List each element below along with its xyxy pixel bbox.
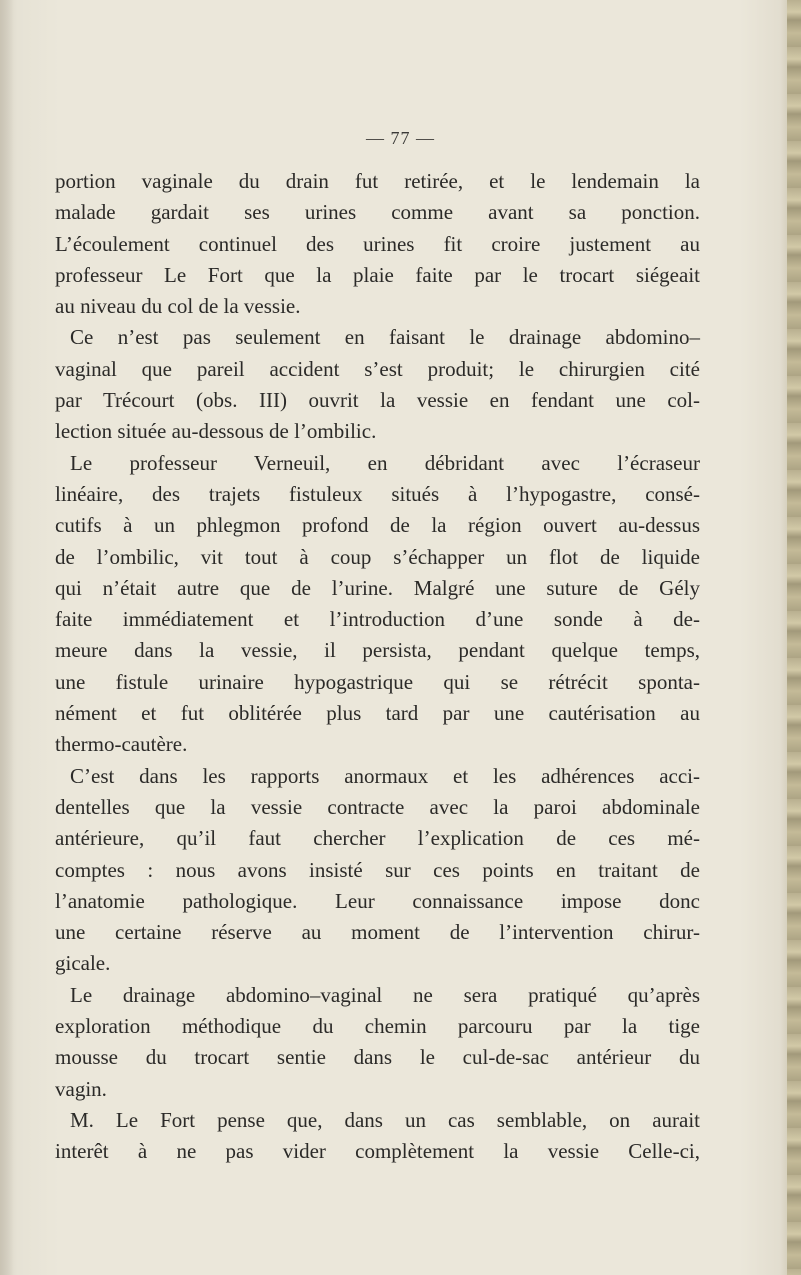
text-line: cutifs à un phlegmon profond de la région ouvert au-dessus (55, 513, 700, 538)
text-line: Le drainage abdomino–vaginal ne sera pratiqué qu’après (70, 982, 700, 1007)
text-line: vagin. (55, 1076, 107, 1101)
text-line: vaginal que pareil accident s’est produit; le chirurgien cité (55, 356, 700, 381)
text-line: une certaine réserve au moment de l’intervention chirur- (55, 920, 700, 945)
text-line: faite immédiatement et l’introduction d’une sonde à de- (55, 607, 700, 632)
page-number: — 77 — (366, 128, 435, 148)
text-line: dentelles que la vessie contracte avec la paroi abdominale (55, 794, 700, 819)
text-line: comptes : nous avons insisté sur ces points en traitant de (55, 857, 700, 882)
text-line: M. Le Fort pense que, dans un cas semblable, on aurait (70, 1107, 700, 1132)
text-line: une fistule urinaire hypogastrique qui se rétrécit sponta- (55, 669, 700, 694)
text-line: linéaire, des trajets fistuleux situés à l’hypogastre, consé- (55, 481, 700, 506)
text-line: l’anatomie pathologique. Leur connaissance impose donc (55, 888, 700, 913)
text-line: antérieure, qu’il faut chercher l’explication de ces mé- (55, 826, 700, 851)
text-line: meure dans la vessie, il persista, pendant quelque temps, (55, 638, 700, 663)
text-line: portion vaginale du drain fut retirée, et le lendemain la (55, 169, 700, 193)
page-gutter-shadow (0, 0, 14, 1275)
text-line: de l’ombilic, vit tout à coup s’échapper un flot de liquide (55, 544, 700, 569)
text-line: qui n’était autre que de l’urine. Malgré une suture de Gély (55, 575, 700, 600)
text-line: professeur Le Fort que la plaie faite par le trocart siégeait (55, 262, 700, 287)
text-line: mousse du trocart sentie dans le cul-de-sac antérieur du (55, 1045, 700, 1070)
text-line: exploration méthodique du chemin parcouru par la tige (55, 1014, 700, 1039)
text-line: Ce n’est pas seulement en faisant le drainage abdomino– (70, 325, 700, 350)
text-line: malade gardait ses urines comme avant sa ponction. (55, 200, 700, 225)
text-line: lection située au-dessous de l’ombilic. (55, 419, 377, 444)
body-text (55, 166, 700, 1168)
text-line: C’est dans les rapports anormaux et les adhérences acci- (70, 763, 700, 788)
text-line: interêt à ne pas vider complètement la vessie Celle-ci, (55, 1139, 700, 1164)
text-line: au niveau du col de la vessie. (55, 294, 301, 319)
text-line: Le professeur Verneuil, en débridant avec l’écraseur (70, 450, 700, 475)
text-line: L’écoulement continuel des urines fit croire justement au (55, 231, 700, 256)
page-edge (787, 0, 801, 1275)
text-line: par Trécourt (obs. III) ouvrit la vessie en fendant une col- (55, 388, 700, 413)
text-line: nément et fut oblitérée plus tard par une cautérisation au (55, 701, 700, 726)
text-line: gicale. (55, 951, 111, 976)
text-line: thermo-cautère. (55, 732, 188, 757)
